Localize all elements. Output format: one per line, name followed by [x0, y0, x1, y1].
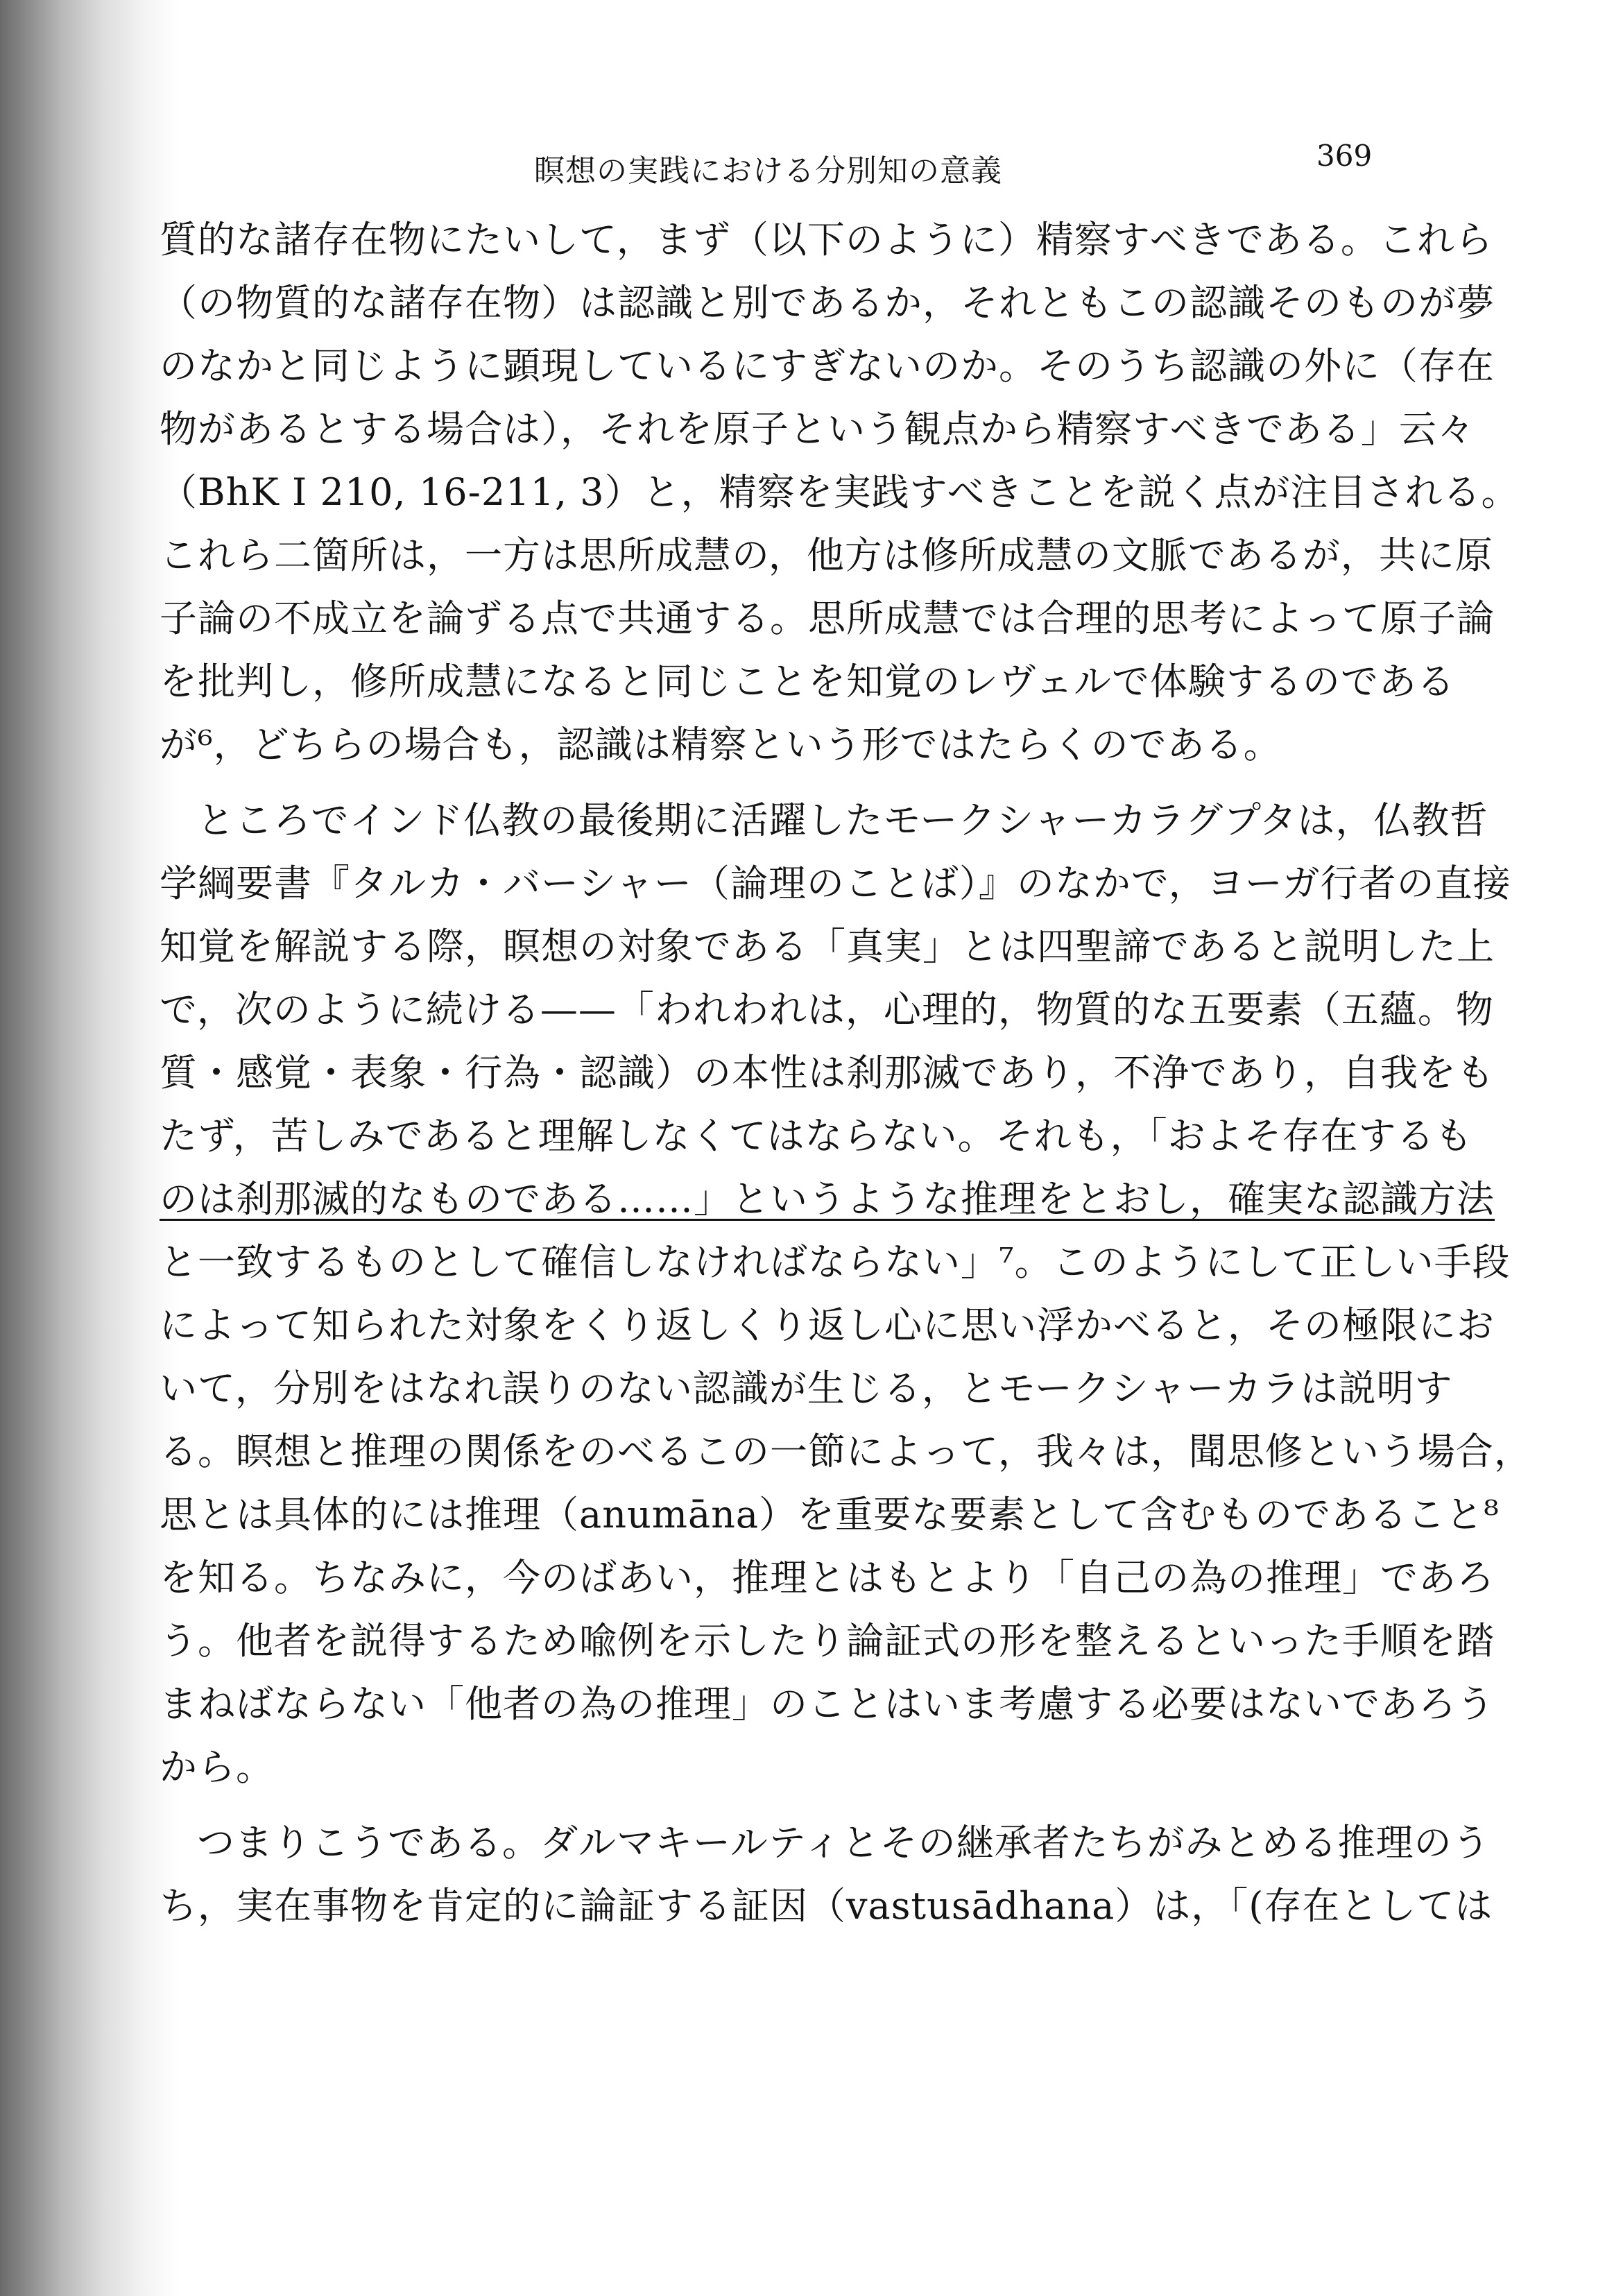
text-line: 子論の不成立を論ずる点で共通する。思所成慧では合理的思考によって原子論	[160, 597, 1495, 640]
text-line: （BhK I 210, 16-211, 3）と，精察を実践すべきことを説く点が注目される。	[160, 470, 1520, 514]
text-line: る。瞑想と推理の関係をのべるこの一節によって，我々は，聞思修という場合，	[160, 1430, 1532, 1473]
text-line: によって知られた対象をくり返しくり返し心に思い浮かべると，その極限にお	[160, 1303, 1495, 1347]
text-line: のなかと同じように顕現しているにすぎないのか。そのうち認識の外に（存在	[160, 344, 1495, 388]
text-line: いて，分別をはなれ誤りのない認識が生じる，とモークシャーカラは説明す	[160, 1367, 1453, 1410]
page-header	[0, 139, 1623, 194]
text-line: まねばならない「他者の為の推理」のことはいま考慮する必要はないであろう	[160, 1682, 1495, 1726]
text-line: 学綱要書『タルカ・バーシャー（論理のことば）』のなかで，ヨーガ行者の直接	[160, 862, 1511, 905]
text-line: を知る。ちなみに，今のばあい，推理とはもとより「自己の為の推理」であろ	[160, 1556, 1495, 1600]
text-line: （の物質的な諸存在物）は認識と別であるか，それともこの認識そのものが夢	[160, 281, 1495, 325]
body-text	[160, 208, 1532, 1937]
underlined-text-line: のは刹那滅的なものである……」というような推理をとおし，確実な認識方法	[160, 1177, 1495, 1221]
paragraph-start-line: ところでインド仏教の最後期に活躍したモークシャーカラグプタは，仏教哲	[197, 798, 1488, 842]
text-line: 質・感覚・表象・行為・認識）の本性は刹那滅であり，不浄であり，自我をも	[160, 1051, 1495, 1095]
text-line: たず，苦しみであると理解しなくてはならない。それも，「およそ存在するも	[160, 1114, 1473, 1158]
text-line: と一致するものとして確信しなければならない」⁷。このようにして正しい手段	[160, 1240, 1511, 1284]
text-line: から。	[160, 1745, 274, 1789]
running-title: 瞑想の実践における分別知の意義	[534, 153, 1002, 189]
text-line: 質的な諸存在物にたいして，まず（以下のように）精察すべきである。これら	[160, 218, 1493, 262]
paragraph-start-line: つまりこうである。ダルマキールティとその継承者たちがみとめる推理のう	[197, 1821, 1491, 1865]
text-line: 思とは具体的には推理（anumāna）を重要な要素として含むものであること⁸	[160, 1493, 1500, 1536]
scan-binding-shadow	[0, 0, 180, 2296]
text-line: う。他者を説得するため喩例を示したり論証式の形を整えるといった手順を踏	[160, 1619, 1495, 1663]
text-line: これら二箇所は，一方は思所成慧の，他方は修所成慧の文脈であるが，共に原	[160, 533, 1493, 577]
text-line: を批判し，修所成慧になると同じことを知覚のレヴェルで体験するのである	[160, 660, 1455, 703]
text-line: で，次のように続ける——「われわれは，心理的，物質的な五要素（五蘊。物	[160, 988, 1494, 1031]
text-line: ち，実在事物を肯定的に論証する証因（vastusādhana）は，「(存在としては	[160, 1884, 1493, 1928]
text-line: 物があるとする場合は），それを原子という観点から精察すべきである」云々	[160, 407, 1475, 451]
text-line: 知覚を解説する際，瞑想の対象である「真実」とは四聖諦であると説明した上	[160, 925, 1495, 968]
text-line: が⁶，どちらの場合も，認識は精察という形ではたらくのである。	[160, 723, 1282, 766]
page-number: 369	[1316, 139, 1373, 173]
